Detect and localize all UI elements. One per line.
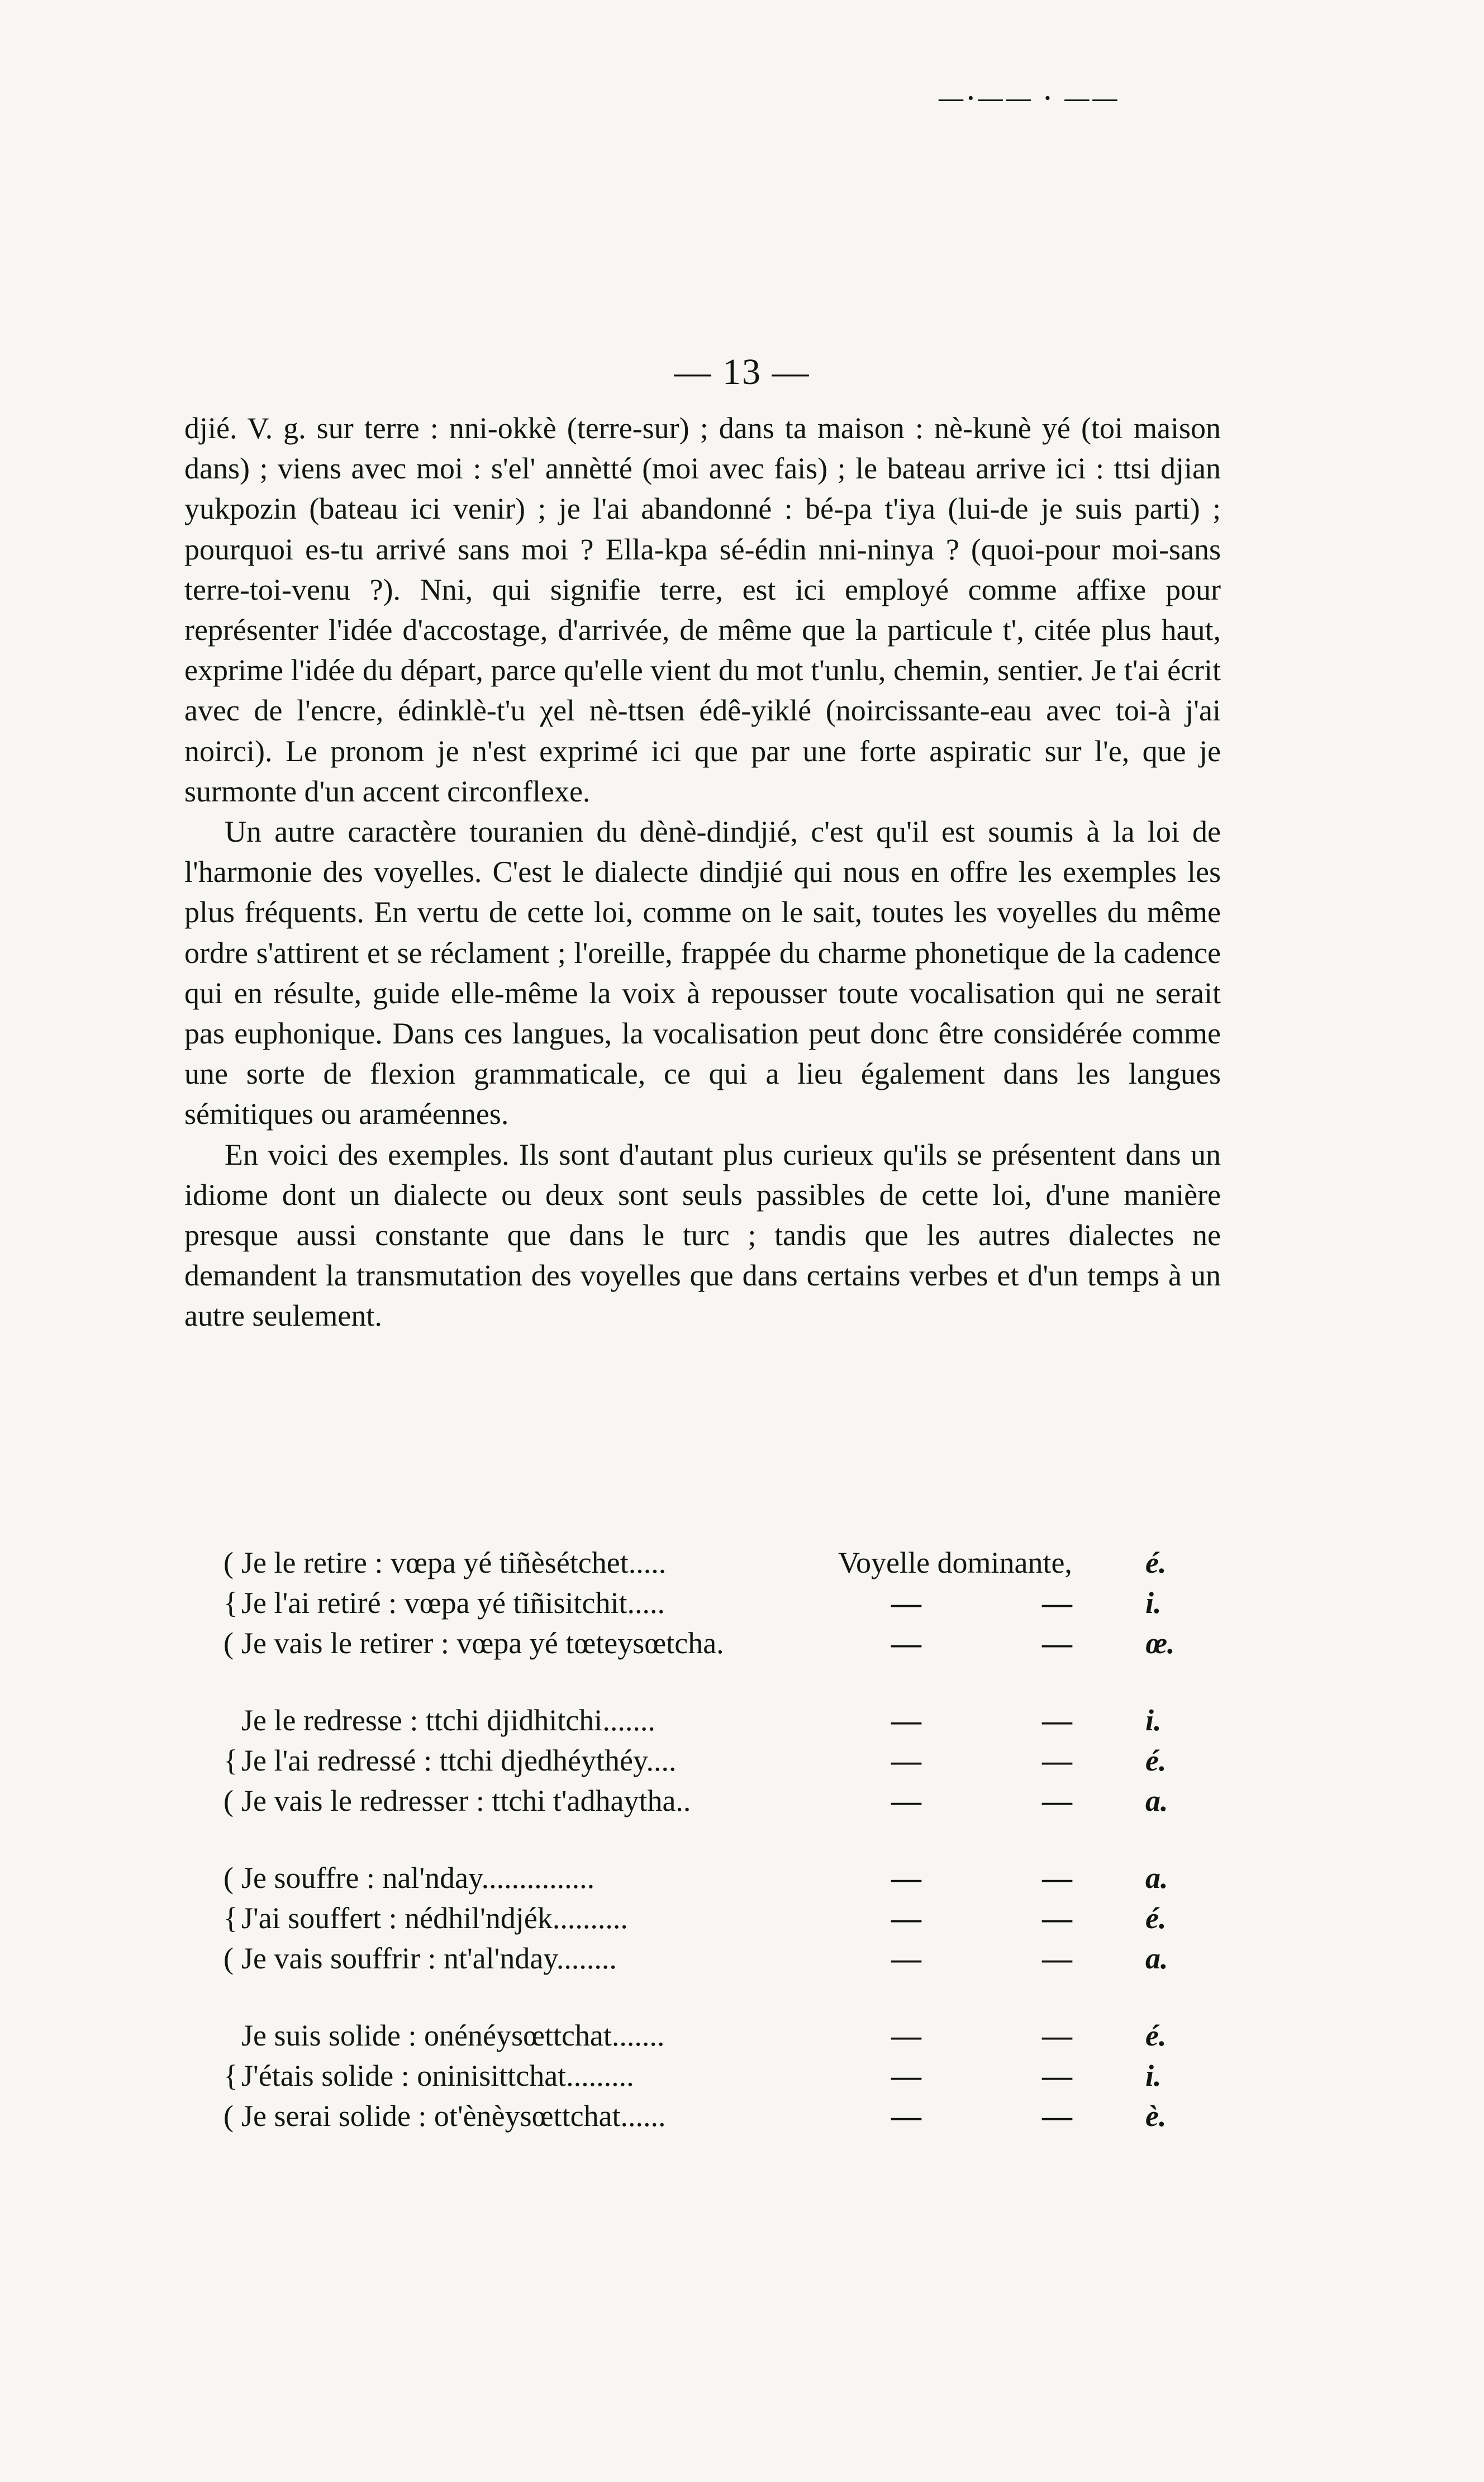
example-text: J'étais solide : oninisittchat......... (241, 2059, 634, 2092)
dominant-vowel: i. (1145, 1703, 1162, 1737)
dash: — (891, 1744, 921, 1777)
dash: — (1042, 1901, 1072, 1935)
dominant-vowel: œ. (1145, 1626, 1175, 1660)
dash: — (1042, 1942, 1072, 1975)
dash: — (891, 2059, 921, 2092)
dominant-vowel: é. (1145, 1546, 1167, 1579)
dash: — (891, 1626, 921, 1660)
example-row (223, 1938, 1229, 1978)
example-row (223, 1898, 1229, 1938)
dash: — (891, 1784, 921, 1817)
example-row (223, 1623, 1229, 1663)
dash: — (1042, 1744, 1072, 1777)
dash: — (1042, 2099, 1072, 2133)
dash: — (1042, 1626, 1072, 1660)
header-marks: —·—— · —— (939, 84, 1121, 112)
dash: — (1042, 2019, 1072, 2052)
dash: — (1042, 1586, 1072, 1620)
example-text: Je le retire : vœpa yé tiñèsétchet..... (241, 1546, 667, 1579)
example-text: Je l'ai redressé : ttchi djedhéythéy.... (241, 1744, 677, 1777)
brace-left: ( (223, 1546, 234, 1579)
dominant-vowel: è. (1145, 2099, 1167, 2133)
brace-left: ( (223, 1784, 234, 1817)
paragraph: Un autre caractère touranien du dènè-dindjié, c'est qu'il est soumis à la loi de l'harmonie des voyelles. C'est le dialecte dindjié qui nous en offre les exemples les plus fréquents. En vertu de cette loi, comme on le sait, toutes les voyelles du même ordre s'attirent et se réclament ; l'oreille, frappée du charme phonetique de la cadence qui en résulte, guide elle-même la voix à repousser toute vocalisation qui ne serait pas euphonique. Dans ces langues, la vocalisation peut donc être considérée comme une sorte de flexion grammaticale, ce qui a lieu également dans les langues sémitiques ou araméennes. (184, 815, 1221, 1131)
dominant-vowel: a. (1145, 1784, 1168, 1817)
body-text (184, 408, 1221, 1336)
dominant-vowel: é. (1145, 1901, 1167, 1935)
example-row (223, 1543, 1229, 1583)
dash: — (1042, 1784, 1072, 1817)
dash: — (1042, 2059, 1072, 2092)
example-row (223, 2015, 1229, 2056)
example-row (223, 1700, 1229, 1740)
brace-left: { (223, 1586, 238, 1620)
brace-left: ( (223, 1861, 234, 1895)
example-group (223, 1700, 1229, 1821)
brace-left: { (223, 1744, 238, 1777)
brace-left: ( (223, 1626, 234, 1660)
example-row (223, 2096, 1229, 2136)
example-text: Je l'ai retiré : vœpa yé tiñisitchit..... (241, 1586, 665, 1620)
dash: — (1042, 1861, 1072, 1895)
examples-table (223, 1543, 1229, 2173)
brace-left: ( (223, 2099, 234, 2133)
dash: — (891, 1861, 921, 1895)
dominant-vowel: i. (1145, 1586, 1162, 1620)
paragraph: djié. V. g. sur terre : nni-okkè (terre-sur) ; dans ta maison : nè-kunè yé (toi maison dans) ; viens avec moi : s'el' annètté (moi avec fais) ; le bateau arrive ici : ttsi djian yukpozin (bateau ici venir) ; je l'ai abandonné : bé-pa t'iya (lui-de je suis parti) ; pourquoi es-tu arrivé sans moi ? Ella-kpa sé-édin nni-ninya ? (quoi-pour moi-sans terre-toi-venu ?). Nni, qui signifie terre, est ici employé comme affixe pour représenter l'idée d'accostage, d'arrivée, de même que la particule t', citée plus haut, exprime l'idée du départ, parce qu'elle vient du mot t'unlu, chemin, sentier. Je t'ai écrit avec de l'encre, édinklè-t'u χel nè-ttsen édê-yiklé (noircissante-eau avec toi-à j'ai noirci). Le pronom je n'est exprimé ici que par une forte aspiratic sur l'e, que je surmonte d'un accent circonflexe. (184, 411, 1221, 808)
brace-left: { (223, 1901, 238, 1935)
dominant-vowel: a. (1145, 1942, 1168, 1975)
example-text: Je le redresse : ttchi djidhitchi....... (241, 1703, 655, 1737)
example-text: Je vais le redresser : ttchi t'adhaytha.. (241, 1784, 691, 1817)
example-text: Je vais le retirer : vœpa yé tœteysœtcha. (241, 1626, 724, 1660)
dominant-vowel: a. (1145, 1861, 1168, 1895)
example-text: Je vais souffrir : nt'al'nday........ (241, 1942, 617, 1975)
example-row (223, 2056, 1229, 2096)
example-text: Je suis solide : onénéysœttchat....... (241, 2019, 665, 2052)
vowel-header-label: Voyelle dominante, (838, 1546, 1072, 1579)
example-row (223, 1858, 1229, 1898)
example-group (223, 1543, 1229, 1663)
dominant-vowel: é. (1145, 1744, 1167, 1777)
example-row (223, 1781, 1229, 1821)
example-row (223, 1740, 1229, 1781)
dash: — (891, 2099, 921, 2133)
example-text: J'ai souffert : nédhil'ndjék.......... (241, 1901, 628, 1935)
dash: — (891, 2019, 921, 2052)
brace-left: ( (223, 1942, 234, 1975)
dash: — (891, 1901, 921, 1935)
example-text: Je souffre : nal'nday............... (241, 1861, 595, 1895)
dominant-vowel: i. (1145, 2059, 1162, 2092)
example-text: Je serai solide : ot'ènèysœttchat...... (241, 2099, 666, 2133)
page-number: — 13 — (674, 352, 810, 392)
brace-left: { (223, 2059, 238, 2092)
example-group (223, 1858, 1229, 1978)
dash: — (891, 1703, 921, 1737)
paragraph: En voici des exemples. Ils sont d'autant plus curieux qu'ils se présentent dans un idiome dont un dialecte ou deux sont seuls passibles de cette loi, d'une manière presque aussi constante que dans le turc ; tandis que les autres dialectes ne demandent la transmutation des voyelles que dans certains verbes et d'un temps à un autre seulement. (184, 1137, 1221, 1333)
dash: — (1042, 1703, 1072, 1737)
example-group (223, 2015, 1229, 2136)
dash: — (891, 1586, 921, 1620)
example-row (223, 1583, 1229, 1623)
dominant-vowel: é. (1145, 2019, 1167, 2052)
dash: — (891, 1942, 921, 1975)
